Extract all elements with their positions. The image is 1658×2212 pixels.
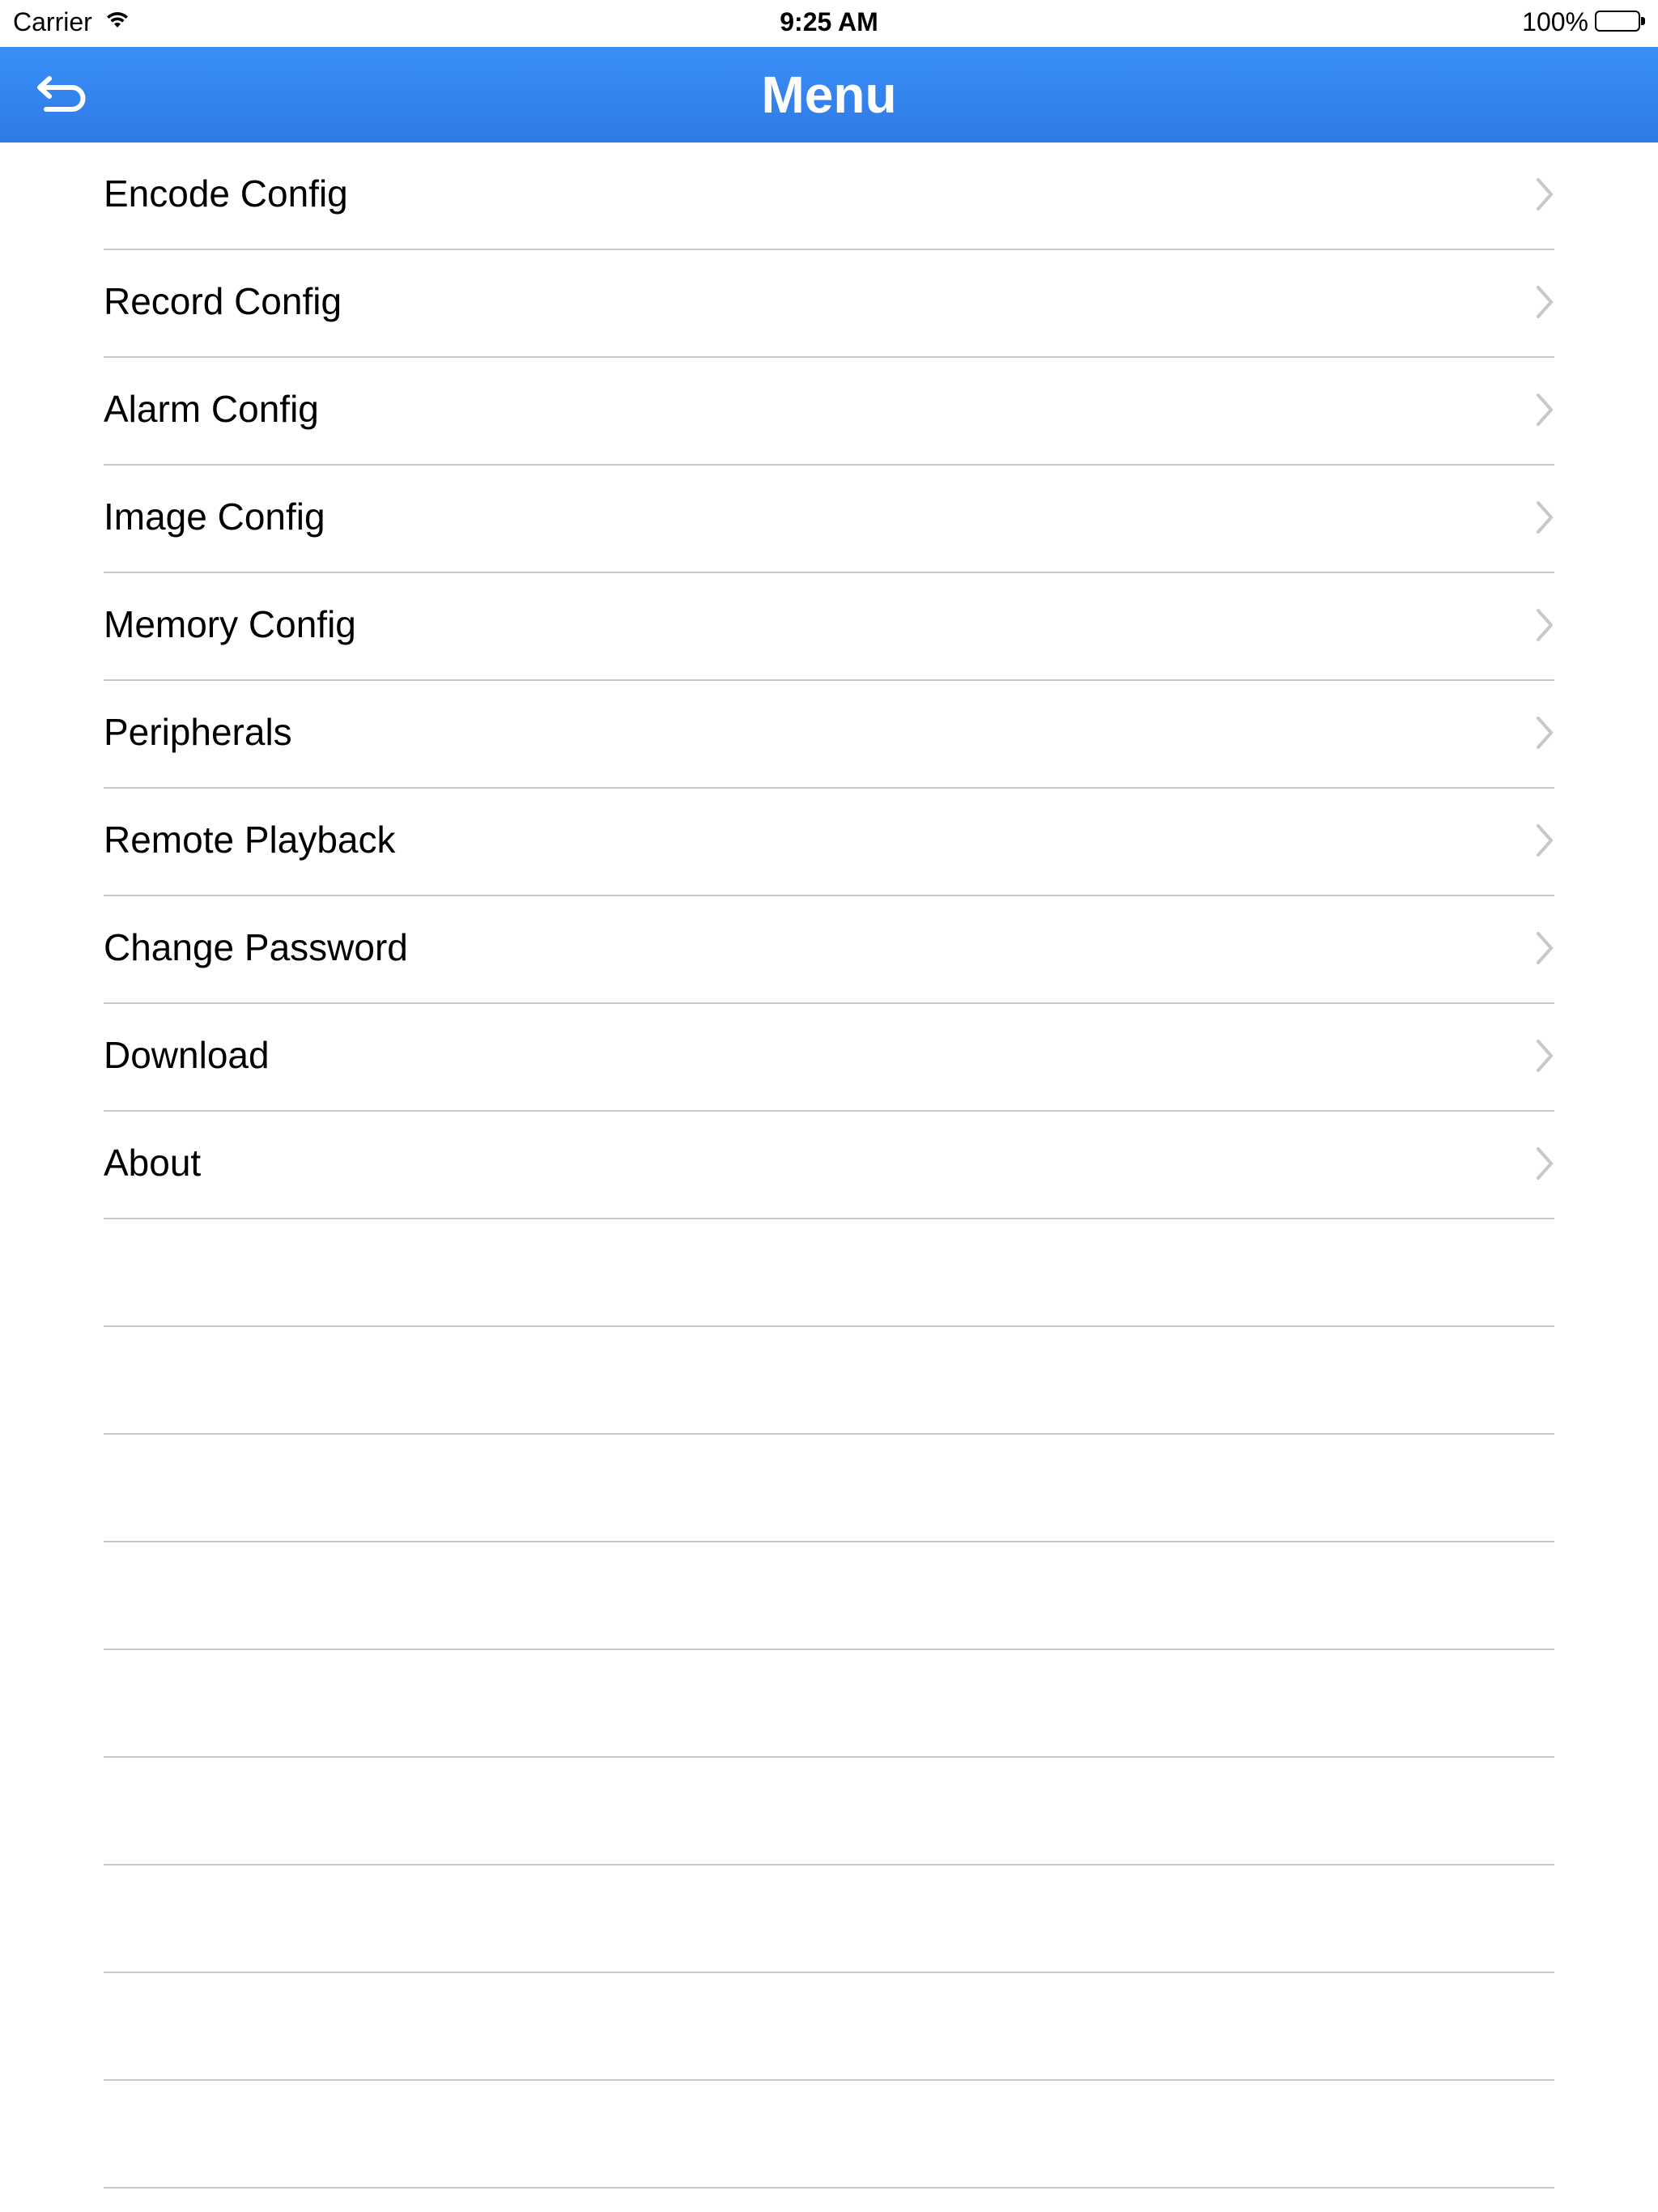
empty-row [0, 1327, 1658, 1435]
battery-icon [1595, 11, 1647, 35]
menu-item-remote-playback[interactable] [0, 789, 1658, 896]
carrier-label: Carrier [13, 7, 92, 36]
chevron-right-icon [1535, 1038, 1554, 1074]
chevron-right-icon [1535, 607, 1554, 643]
empty-row [0, 1542, 1658, 1650]
chevron-right-icon [1535, 500, 1554, 535]
empty-row [0, 2081, 1658, 2189]
menu-item-memory-config[interactable] [0, 573, 1658, 681]
menu-item-image-config[interactable] [0, 466, 1658, 573]
empty-row [0, 1865, 1658, 1973]
menu-item-alarm-config[interactable] [0, 358, 1658, 466]
empty-row [0, 1650, 1658, 1758]
page-title: Menu [761, 66, 897, 124]
empty-row [0, 1219, 1658, 1327]
chevron-right-icon [1535, 392, 1554, 428]
chevron-right-icon [1535, 715, 1554, 751]
menu-item-record-config[interactable] [0, 250, 1658, 358]
empty-row [0, 1758, 1658, 1865]
chevron-right-icon [1535, 284, 1554, 320]
menu-item-label: Image Config [104, 496, 325, 538]
status-bar [0, 0, 1658, 47]
menu-item-label: Memory Config [104, 603, 356, 645]
empty-row [0, 1973, 1658, 2081]
menu-item-encode-config[interactable] [0, 143, 1658, 250]
empty-row [0, 1435, 1658, 1542]
chevron-right-icon [1535, 823, 1554, 858]
menu-item-about[interactable] [0, 1112, 1658, 1219]
menu-item-label: Peripherals [104, 711, 292, 753]
menu-item-label: Encode Config [104, 172, 348, 215]
battery-percent: 100% [1522, 7, 1588, 36]
menu-item-label: Download [104, 1034, 270, 1076]
chevron-right-icon [1535, 1146, 1554, 1181]
menu-item-peripherals[interactable] [0, 681, 1658, 789]
chevron-right-icon [1535, 930, 1554, 966]
status-right [1522, 7, 1647, 37]
menu-item-download[interactable] [0, 1004, 1658, 1112]
menu-item-label: Alarm Config [104, 388, 319, 430]
navigation-bar [0, 47, 1658, 143]
menu-item-label: Record Config [104, 280, 342, 322]
menu-item-change-password[interactable] [0, 896, 1658, 1004]
status-time: 9:25 AM [780, 7, 878, 36]
menu-item-label: About [104, 1142, 202, 1184]
menu-item-label: Change Password [104, 926, 408, 968]
menu-item-label: Remote Playback [104, 819, 396, 861]
menu-list [0, 143, 1658, 2189]
chevron-right-icon [1535, 177, 1554, 212]
